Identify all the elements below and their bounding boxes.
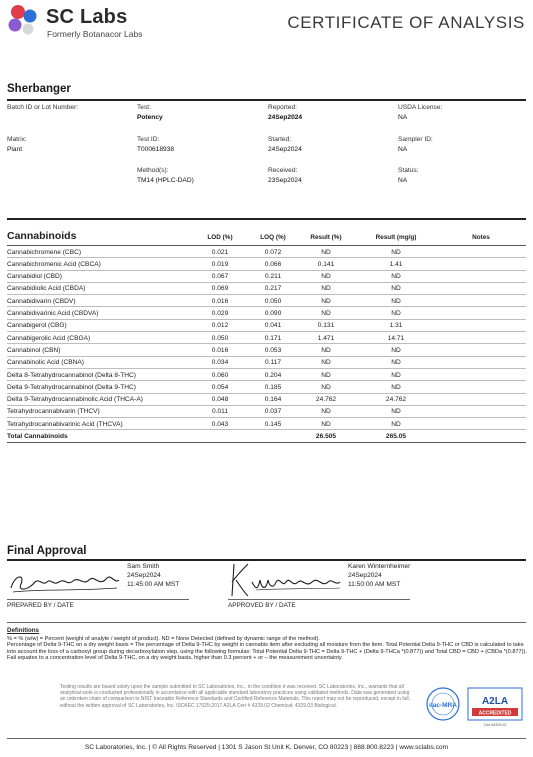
cannabinoid-name: Cannabinolic Acid (CBNA)	[7, 359, 84, 367]
loq-value: 0.117	[264, 359, 281, 367]
test-label: Test:	[137, 104, 151, 111]
approved-signature-line	[228, 599, 410, 600]
status-value: NA	[398, 176, 408, 184]
table-row	[7, 357, 526, 369]
a2la-label: A2LA	[481, 696, 509, 707]
test-id-field	[137, 135, 174, 154]
accredited-label: ACCREDITED	[478, 710, 512, 717]
approved-time: 11:50:00 AM MST	[348, 581, 401, 589]
cannabinoid-name: Cannabigerolic Acid (CBGA)	[7, 334, 91, 342]
lod-value: 0.012	[211, 322, 229, 330]
result-mg-value: ND	[391, 310, 401, 318]
test-field	[137, 103, 163, 122]
loq-value: 0.145	[264, 420, 282, 428]
loq-value: 0.053	[264, 346, 282, 354]
usda-license-field	[398, 103, 442, 122]
notes-header: Notes	[472, 234, 490, 241]
loq-value: 0.066	[264, 260, 282, 268]
received-value: 23Sep2024	[268, 176, 302, 184]
cannabinoid-name: Tetrahydrocannabivarinic Acid (THCVA)	[7, 420, 123, 428]
method-field	[137, 166, 194, 185]
accreditation-badges	[424, 686, 528, 728]
ilac-label: ilac-MRA	[429, 702, 457, 709]
lod-header: LOD (%)	[207, 234, 233, 241]
cannabinoid-name: Cannabigerol (CBG)	[7, 322, 67, 330]
result-percent-value: ND	[321, 371, 331, 379]
result-percent-value: 1.471	[317, 334, 335, 342]
loq-value: 0.072	[264, 248, 282, 256]
result-mg-value: 24.762	[385, 396, 407, 404]
usda-license-value: NA	[398, 113, 408, 121]
reported-field	[268, 103, 302, 122]
loq-value: 0.041	[264, 322, 282, 330]
disclaimer-text: Testing results are based solely upon the sample submitted to SC Laboratories, Inc., in the condition it was received. SC Laboratories, Inc., warrants that all analytical work is conducted professionally in accordance with all applicable standard laboratory practices using validated methods. Data was generated using an unbroken chain of comparison to NIST traceable Reference Standards and Certified Reference Materials. This report may not be reproduced, except in full, without the written approval of SC Laboratories, Inc. ISO/IEC 17025:2017 A2LA Cert # 4329.02 Chemical; 4329.03 Biological.	[60, 684, 411, 709]
lod-value: 0.011	[211, 408, 228, 416]
table-row	[7, 295, 526, 307]
definitions-divider	[7, 622, 526, 623]
cannabinoid-name: Delta 9-Tetrahydrocannabinol (Delta 9-THC)	[7, 383, 136, 391]
reported-value: 24Sep2024	[268, 113, 303, 121]
batch-id-field	[7, 103, 78, 113]
result-percent-value: ND	[321, 285, 331, 293]
lod-value: 0.034	[211, 359, 229, 367]
a2la-accredited-badge-icon	[468, 688, 522, 720]
matrix-value: Plant	[7, 145, 23, 153]
definitions-title: Definitions	[7, 627, 39, 634]
sampler-id-value: NA	[398, 145, 408, 153]
result-mg-value: ND	[391, 297, 401, 305]
sampler-id-label: Sampler ID:	[398, 136, 433, 143]
result-mg-value: ND	[391, 359, 401, 367]
cert-label: Cert #4329.02	[483, 723, 507, 727]
page-header	[0, 0, 533, 58]
result-percent-value: ND	[321, 408, 331, 416]
cannabinoid-name: Cannabidivarin (CBDV)	[7, 297, 76, 305]
matrix-label: Matrix:	[7, 136, 27, 143]
batch-id-label: Batch ID or Lot Number:	[7, 104, 79, 111]
sampler-id-field	[398, 135, 433, 154]
table-row	[7, 283, 526, 295]
table-row	[7, 406, 526, 418]
loq-value: 0.050	[264, 297, 282, 305]
result-percent-value: ND	[321, 383, 331, 391]
result-percent-value: ND	[321, 248, 331, 256]
sample-divider	[7, 99, 526, 101]
lod-value: 0.029	[211, 310, 229, 318]
prepared-date: 24Sep2024	[127, 572, 161, 580]
started-label: Started:	[268, 136, 292, 143]
cannabinoid-name: Delta 9-Tetrahydrocannabinolic Acid (THCA-A)	[7, 396, 143, 404]
result-mg-value: ND	[391, 273, 401, 281]
sc-labs-logo-icon	[6, 4, 40, 36]
status-field	[398, 166, 419, 185]
test-value: Potency	[137, 113, 163, 121]
prepared-signature-line	[7, 599, 189, 600]
table-row	[7, 246, 526, 258]
result-percent-value: ND	[321, 346, 331, 354]
table-row	[7, 258, 526, 270]
lod-value: 0.019	[211, 260, 229, 268]
table-row	[7, 381, 526, 393]
table-row	[7, 271, 526, 283]
result-mg-value: ND	[391, 248, 401, 256]
cannabinoid-name: Tetrahydrocannabivarin (THCV)	[7, 408, 100, 416]
cannabinoid-name: Cannabidiolic Acid (CBDA)	[7, 285, 86, 293]
test-id-value: T000618938	[137, 145, 175, 153]
total-result-mg: 265.05	[385, 433, 407, 441]
result-percent-value: 24.762	[315, 396, 337, 404]
result-mg-value: 14.71	[387, 334, 405, 342]
table-row	[7, 418, 526, 430]
result-percent-value: ND	[321, 359, 331, 367]
lod-value: 0.067	[211, 273, 229, 281]
prepared-name: Sam Smith	[127, 563, 160, 570]
cannabinoids-divider	[7, 218, 526, 220]
result-percent-value: ND	[321, 297, 331, 305]
loq-header: LOQ (%)	[260, 234, 286, 241]
status-label: Status:	[398, 167, 419, 174]
result-percent-value: ND	[321, 273, 331, 281]
total-label: Total Cannabinoids	[7, 433, 68, 441]
result-mg-value: ND	[391, 346, 401, 354]
definitions-line-1: % = % (w/w) = Percent (weight of analyte / weight of product). ND = None Detected (defined by dynamic range of the method).	[7, 635, 320, 642]
lod-value: 0.054	[211, 383, 229, 391]
prepared-by-info	[127, 562, 179, 590]
result-percent-value: 0.131	[317, 322, 335, 330]
approved-name: Karen Winternheimer	[348, 563, 411, 570]
result-mg-value: ND	[391, 383, 401, 391]
definitions-line-2: Percentage of Delta 9-THC on a dry weight basis = The percentage of Delta 9-THC by weight in cannabis item after excluding all moisture from the item. Total Potential Delta 9-THC or CBD is calculated to take into account the loss of a carboxyl group during decarboxylation step, using the following formulas: Total Potential Delta 9-THC = Delta 9-THC + (Delta 9-THCa *(0.877)) and Total CBD = CBD + (CBDa *(0.877)). Fail equates to a concentration level of Delta 9-THC, on a dry weight basis, higher than 0.3 percent + or – the measurement uncertainty.	[7, 642, 527, 662]
lod-value: 0.021	[211, 248, 229, 256]
reported-label: Reported:	[268, 104, 297, 111]
loq-value: 0.171	[264, 334, 282, 342]
result-percent-value: 0.141	[317, 260, 335, 268]
loq-value: 0.211	[264, 273, 281, 281]
total-result-percent: 26.505	[315, 433, 337, 441]
result-percent-header: Result (%)	[310, 234, 342, 241]
cannabinoid-name: Cannabichromene (CBC)	[7, 248, 82, 256]
matrix-field	[7, 135, 27, 154]
prepared-signature	[7, 564, 122, 598]
lod-value: 0.069	[211, 285, 229, 293]
certificate-title: CERTIFICATE OF ANALYSIS	[287, 13, 525, 32]
approved-by-caption: APPROVED BY / DATE	[228, 602, 296, 609]
loq-value: 0.217	[264, 285, 282, 293]
table-row	[7, 344, 526, 356]
approved-date: 24Sep2024	[348, 572, 382, 580]
footer-divider	[7, 738, 526, 739]
result-mg-value: 1.31	[389, 322, 403, 330]
started-value: 24Sep2024	[268, 145, 302, 153]
lod-value: 0.016	[211, 346, 229, 354]
table-row	[7, 394, 526, 406]
sample-name: Sherbanger	[7, 83, 71, 95]
lod-value: 0.048	[211, 396, 229, 404]
result-percent-value: ND	[321, 310, 331, 318]
prepared-time: 11:45:00 AM MST	[127, 581, 180, 589]
table-row	[7, 332, 526, 344]
final-approval-title: Final Approval	[7, 545, 87, 557]
received-field	[268, 166, 302, 185]
approved-signature	[228, 560, 343, 600]
result-percent-value: ND	[321, 420, 331, 428]
lod-value: 0.060	[211, 371, 229, 379]
table-row	[7, 369, 526, 381]
loq-value: 0.204	[264, 371, 282, 379]
cannabinoid-name: Cannabidiol (CBD)	[7, 273, 62, 281]
received-label: Received:	[268, 167, 298, 174]
result-mg-value: ND	[391, 371, 401, 379]
result-mg-header: Result (mg/g)	[375, 234, 417, 241]
definitions-block	[7, 628, 527, 662]
result-mg-value: 1.41	[389, 260, 403, 268]
method-label: Method(s):	[137, 167, 169, 174]
page-footer: SC Laboratories, Inc. | © All Rights Reserved | 1301 S Jason St Unit K, Denver, CO 80223 | 888.800.8223 | www.sclabs.com	[84, 744, 449, 751]
loq-value: 0.185	[264, 383, 282, 391]
approved-by-info	[348, 562, 410, 590]
started-field	[268, 135, 302, 154]
result-mg-value: ND	[391, 285, 401, 293]
total-cannabinoids-row	[7, 430, 526, 442]
loq-value: 0.037	[264, 408, 282, 416]
cannabinoid-name: Cannabinol (CBN)	[7, 346, 61, 354]
usda-license-label: USDA License:	[398, 104, 443, 111]
cannabinoid-name: Cannabidivarinic Acid (CBDVA)	[7, 310, 99, 318]
method-value: TM14 (HPLC-DAD)	[137, 176, 194, 184]
cannabinoid-name: Cannabichromenic Acid (CBCA)	[7, 260, 101, 268]
table-row	[7, 307, 526, 319]
loq-value: 0.090	[264, 310, 282, 318]
table-header-row	[7, 230, 526, 246]
test-id-label: Test ID:	[137, 136, 160, 143]
loq-value: 0.164	[264, 396, 282, 404]
table-row	[7, 320, 526, 332]
prepared-by-caption: PREPARED BY / DATE	[7, 602, 74, 609]
logo-subtitle: Formerly Botanacor Labs	[47, 29, 143, 39]
lod-value: 0.050	[211, 334, 229, 342]
cannabinoids-title: Cannabinoids	[7, 230, 77, 242]
result-mg-value: ND	[391, 408, 401, 416]
logo-text: SC Labs	[46, 6, 128, 28]
cannabinoid-name: Delta 8-Tetrahydrocannabinol (Delta 8-THC)	[7, 371, 136, 379]
table-body	[7, 246, 526, 430]
lod-value: 0.016	[211, 297, 229, 305]
cannabinoids-table	[7, 230, 526, 443]
result-mg-value: ND	[391, 420, 401, 428]
ilac-mra-badge-icon	[427, 688, 459, 720]
lod-value: 0.043	[211, 420, 229, 428]
